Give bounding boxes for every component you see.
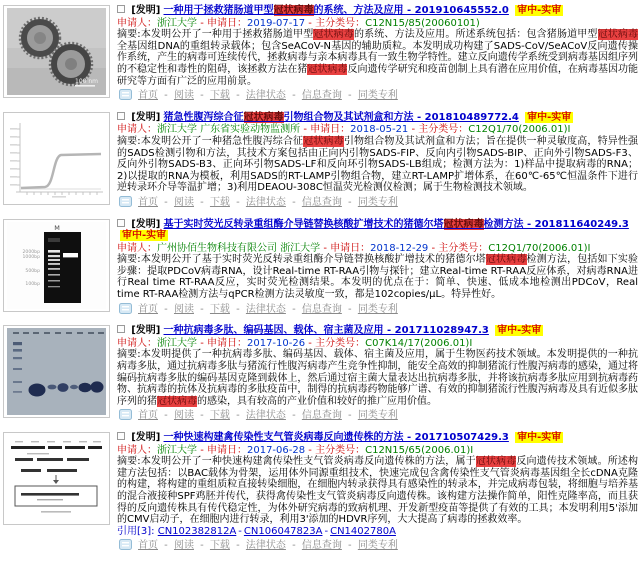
- app-date-label: 申请日：: [310, 124, 351, 136]
- patent-result-row: [3, 219, 638, 316]
- toolbar-separator: -: [344, 540, 355, 552]
- toolbar-separator: -: [288, 90, 299, 102]
- applicant-label: 申请人：: [117, 124, 157, 136]
- patent-content: [117, 5, 638, 102]
- toolbar-link-0[interactable]: 首页: [138, 303, 158, 315]
- toolbar-link-5[interactable]: 同类专利: [357, 303, 398, 315]
- status-badge: 审中-实审: [122, 230, 167, 242]
- toolbar-link-4[interactable]: 信息查询: [301, 410, 342, 422]
- patent-title-link[interactable]: 一种抗病毒多肽、编码基因、载体、宿主菌及应用 - 201711028947.3: [163, 325, 489, 337]
- toolbar-separator: -: [288, 196, 299, 208]
- keyword-highlight: 冠状病毒: [597, 29, 639, 41]
- toolbar-link-2[interactable]: 下载: [209, 90, 230, 102]
- patent-result-row: [3, 112, 638, 209]
- applicant-name: 浙江大学: [157, 444, 197, 456]
- meta-separator: -: [200, 17, 207, 29]
- toolbar-link-5[interactable]: 同类专利: [357, 90, 398, 102]
- patent-abstract: 摘要:本发明提供了一种抗病毒多肽、编码基因、载体、宿主菌及应用，属于生物医药技术领域。本发明提供的一种抗病毒多肽，通过抗病毒多肽与猪流行性腹泻病毒产生竞争性抑制，能安全高效的抑制猪流行性腹泻病毒的感染，通过将编码抗病毒多肽的编码基因克隆到载体上，然后通过宿主菌大量表达出抗病毒多肽，并将该抗病毒多肽应用到抗病毒药物、抗病毒的抗体及抗病毒的多肽疫苗中，制得的抗病毒药物能够广谱、有效的抑制猪流行性腹泻病毒及具有近似多肽序列的猪冠状病毒的感染，具有较高的产业价值和较好的推广应用价值。: [117, 349, 638, 407]
- toolbar-link-4[interactable]: 信息查询: [301, 90, 342, 102]
- result-checkbox[interactable]: [117, 432, 125, 440]
- result-toolbar: [117, 303, 638, 316]
- toolbar-separator: -: [196, 410, 207, 422]
- toolbar-separator: -: [161, 303, 171, 315]
- citation-link[interactable]: CN106047823A: [243, 525, 323, 537]
- applicant-label: 申请人：: [117, 242, 157, 254]
- toolbar-link-1[interactable]: 阅读: [173, 196, 194, 208]
- svg-text:100 nm: 100 nm: [75, 78, 99, 85]
- meta-separator: -: [308, 17, 316, 29]
- toolbar-separator: -: [196, 540, 207, 552]
- patent-content: [117, 219, 638, 316]
- toolbar-separator: -: [288, 410, 299, 422]
- applicant-name: 浙江大学: [157, 337, 197, 349]
- main-class-label: 主分类号：: [438, 242, 489, 254]
- applicant-label: 申请人：: [117, 444, 157, 456]
- result-checkbox[interactable]: [117, 5, 125, 13]
- patent-abstract: 摘要:本发明公开了基于实时荧光反转录重组酶介导链替换核酸扩增技术的猪德尔塔冠状病毒检测方法，包括如下实验步骤：提取PDCoV病毒RNA，设计Real-time RT-RAA引物与探针；建立Real-time RT-RAA反应体系，对病毒RNA进行Real time RT-RAA反应，实时荧光检测结果。本发明的优点在于：简单、快速、低成本地检测出PDCoV，Real time RT-RAA检测方法与qPCR检测方法灵敏度一致，都是102copies/μL。特异性好。: [117, 254, 639, 301]
- applicant-name: 浙江大学: [157, 17, 197, 29]
- keyword-highlight: 冠状病毒: [273, 5, 314, 16]
- svg-text:M: M: [54, 223, 60, 232]
- result-checkbox[interactable]: [117, 219, 125, 227]
- toolbar-link-1[interactable]: 阅读: [173, 303, 194, 315]
- electron-microscope-virus-photo: [7, 8, 106, 95]
- main-class-label: 主分类号：: [315, 444, 366, 456]
- collect-icon[interactable]: [119, 409, 132, 420]
- applicant-label: 申请人：: [117, 17, 157, 29]
- protein-gel-photo: [7, 328, 106, 415]
- patent-abstract: 摘要:本发明公开了一种快速构建禽传染性支气管炎病毒反向遗传株的方法，属于冠状病毒反向遗传技术领域。所述构建方法包括：以BAC载体为骨架，运用体外同源重组技术，快速完成包含禽传染性支气管炎病毒基因组全长cDNA克隆的构建，将构建的重组质粒直接转染细胞，在细胞内转录获得具有感染性的转录本，并完成病毒包装，将细胞与培养基的混合液接种SPF鸡胚并传代，获得禽传染性支气管炎病毒反向遗传株。该构建方法操作简单，阳性克隆率高，而且获得的反向遗传株具有传代稳定性，为体外研究病毒的致病机理、开发新型疫苗等提供了有效的工具；本发明利用5'添加的CMV启动子，在细胞内进行转录，利用3'添加的HDVR序列，大大提高了病毒的拯救效率。: [117, 456, 639, 526]
- application-date: 2018-12-29: [370, 242, 429, 254]
- patent-title-link[interactable]: 基于实时荧光反转录重组酶介导链替换核酸扩增技术的猪德尔塔冠状病毒检测方法 - 201811640249.3: [163, 218, 629, 230]
- patent-title-link[interactable]: 一种快速构建禽传染性支气管炎病毒反向遗传株的方法 - 201710507429.3: [163, 432, 509, 443]
- main-class-label: 主分类号：: [315, 17, 366, 29]
- svg-text:500bp: 500bp: [25, 268, 40, 274]
- title-line: [117, 112, 638, 124]
- toolbar-separator: -: [232, 196, 243, 208]
- toolbar-link-2[interactable]: 下载: [209, 303, 230, 315]
- title-line: [117, 219, 638, 242]
- toolbar-link-3[interactable]: 法律状态: [245, 196, 286, 208]
- meta-separator: -: [323, 242, 331, 254]
- patent-type-label: [发明]: [131, 325, 161, 337]
- application-date: 2017-10-26: [246, 337, 306, 349]
- patent-abstract: 摘要:本发明公开了一种猪急性腹泻综合征冠状病毒引物组合物及其试剂盒和方法；旨在提供一种灵敏度高，特异性强的SADS检测引物和方法，其技术方案包括由正向内引物SADS-FIP、反向内引物SADS-BIP、正向外引物SADS-F3、反向外引物SADS-B3、正向环引物SADS-LF和反向环引物SADS-LB组成；检测方法为：1)样品中提取病毒的RNA；2)以提取的RNA为模板，利用SADS的RT-LAMP引物组合物，建立RT-LAMP扩增体系，在60℃-65℃恒温条件下进行逆转录环介导等温扩增；3)利用DEAOU-308C恒温荧光检测仪检测；属于生物检测技术领域。: [117, 135, 639, 194]
- applicant-name: 浙江大学: [157, 124, 197, 136]
- toolbar-link-4[interactable]: 信息查询: [301, 196, 342, 208]
- toolbar-link-5[interactable]: 同类专利: [357, 540, 398, 552]
- patent-content: [117, 432, 638, 552]
- svg-text:2000bp: 2000bp: [22, 249, 40, 255]
- toolbar-link-5[interactable]: 同类专利: [357, 410, 398, 422]
- result-checkbox[interactable]: [117, 325, 125, 333]
- citation-link[interactable]: CN1402780A: [330, 525, 396, 537]
- dna-gel-electrophoresis-photo: [7, 222, 106, 309]
- title-line: [117, 432, 638, 444]
- result-toolbar: [117, 539, 638, 552]
- collect-icon[interactable]: [119, 196, 132, 207]
- result-toolbar: [117, 196, 638, 209]
- classification-code: C12N15/65(2006.01)I: [365, 444, 474, 456]
- title-line: [117, 325, 638, 337]
- patent-type-label: [发明]: [131, 111, 161, 123]
- keyword-highlight: 冠状病毒: [303, 135, 344, 147]
- keyword-highlight: 冠状病毒: [157, 395, 197, 407]
- patent-thumbnail[interactable]: [3, 112, 110, 205]
- keyword-highlight: 冠状病毒: [475, 456, 517, 468]
- citation-separator: -: [324, 525, 329, 537]
- classification-code: C07K14/17(2006.01)I: [365, 337, 473, 349]
- amplification-curve-chart: [7, 115, 106, 202]
- collect-icon[interactable]: [119, 89, 132, 100]
- toolbar-link-1[interactable]: 阅读: [173, 540, 194, 552]
- patent-result-row: [3, 432, 638, 552]
- applicant-name: 广东省实验动物监测所: [200, 124, 301, 136]
- main-class-label: 主分类号：: [315, 337, 366, 349]
- patent-thumbnail[interactable]: [3, 5, 110, 98]
- classification-code: C12Q1/70(2006.01)I: [468, 124, 571, 136]
- meta-separator: -: [200, 337, 207, 349]
- patent-title-link[interactable]: 一种用于拯救猪肠道甲型冠状病毒的系统、方法及应用 - 201910645552.0: [163, 5, 509, 16]
- toolbar-link-4[interactable]: 信息查询: [301, 540, 342, 552]
- citation-separator: -: [238, 525, 242, 537]
- applicant-name: 浙江大学: [280, 242, 321, 254]
- toolbar-link-3[interactable]: 法律状态: [245, 90, 286, 102]
- applicant-label: 申请人：: [117, 337, 157, 349]
- application-date: 2017-06-28: [246, 444, 306, 456]
- applicant-name: 广州协佰生物科技有限公司: [157, 242, 277, 254]
- patent-thumbnail[interactable]: [3, 432, 110, 525]
- toolbar-link-0[interactable]: 首页: [138, 410, 158, 422]
- keyword-highlight: 冠状病毒: [313, 29, 354, 41]
- status-badge: 审中-实审: [497, 325, 542, 337]
- meta-line: [117, 18, 638, 30]
- patent-type-label: [发明]: [131, 218, 161, 230]
- plasmid-construct-diagram: [7, 435, 106, 522]
- status-badge: 审中-实审: [517, 5, 562, 16]
- toolbar-separator: -: [232, 410, 243, 422]
- toolbar-link-2[interactable]: 下载: [209, 410, 230, 422]
- app-date-label: 申请日：: [206, 444, 247, 456]
- patent-type-label: [发明]: [131, 432, 161, 443]
- patent-thumbnail[interactable]: [3, 325, 110, 418]
- svg-text:1000bp: 1000bp: [22, 254, 40, 260]
- patent-abstract: 摘要:本发明公开了一种用于拯救猪肠道甲型冠状病毒的系统、方法及应用。所述系统包括：包含猪肠道甲型冠状病毒全基因组DNA的重组转录载体；包含SeACoV-N基因的辅助质粒。本发明成功构建了SADS-CoV/SeACoV反向遗传操作系统，产生的病毒可连续传代，拯救病毒与亲本病毒具有一致生物学特性。建立反向遗传学系统受到病毒基因组序列的不稳定性和毒性的阻碍，该拯救方法在猪冠状病毒反向遗传学研究和疫苗创制上具有潜在应用价值，在病毒基因功能研究等方面有广泛的应用前景。: [117, 29, 639, 87]
- patent-title-link[interactable]: 猪急性腹泻综合征冠状病毒引物组合物及其试剂盒和方法 - 201810489772.4: [163, 111, 519, 123]
- toolbar-link-4[interactable]: 信息查询: [301, 303, 342, 315]
- toolbar-link-3[interactable]: 法律状态: [245, 410, 286, 422]
- patent-thumbnail[interactable]: [3, 219, 110, 312]
- meta-line: [117, 338, 638, 350]
- status-badge: 审中-实审: [527, 111, 572, 123]
- patent-content: [117, 325, 638, 422]
- toolbar-separator: -: [288, 540, 299, 552]
- toolbar-link-3[interactable]: 法律状态: [245, 540, 286, 552]
- keyword-highlight: 冠状病毒: [485, 254, 527, 266]
- main-class-label: 主分类号：: [418, 124, 469, 136]
- app-date-label: 申请日：: [206, 337, 247, 349]
- collect-icon[interactable]: [119, 303, 132, 314]
- toolbar-link-0[interactable]: 首页: [138, 196, 158, 208]
- citations-label: 引用[3]:: [117, 525, 158, 537]
- toolbar-separator: -: [232, 540, 243, 552]
- classification-code: C12Q1/70(2006.01)I: [488, 242, 591, 254]
- application-date: 2018-05-21: [350, 124, 409, 136]
- keyword-highlight: 冠状病毒: [307, 63, 348, 75]
- meta-separator: -: [303, 124, 311, 136]
- toolbar-separator: -: [232, 90, 243, 102]
- toolbar-link-0[interactable]: 首页: [138, 540, 158, 552]
- toolbar-separator: -: [161, 196, 171, 208]
- meta-line: [117, 124, 638, 136]
- status-badge: 审中-实审: [517, 432, 562, 443]
- app-date-label: 申请日：: [206, 17, 247, 29]
- result-checkbox[interactable]: [117, 112, 125, 120]
- patent-type-label: [发明]: [131, 5, 161, 16]
- meta-line: [117, 243, 638, 255]
- toolbar-link-5[interactable]: 同类专利: [357, 196, 398, 208]
- keyword-highlight: 冠状病毒: [243, 111, 284, 123]
- patent-result-row: [3, 325, 638, 422]
- toolbar-separator: -: [344, 90, 355, 102]
- toolbar-separator: -: [344, 410, 355, 422]
- citation-link[interactable]: CN102382812A: [157, 525, 237, 537]
- application-date: 2019-07-17: [246, 17, 306, 29]
- svg-text:100bp: 100bp: [25, 281, 40, 287]
- title-line: [117, 5, 638, 17]
- toolbar-separator: -: [232, 303, 243, 315]
- toolbar-separator: -: [196, 196, 207, 208]
- toolbar-separator: -: [288, 303, 299, 315]
- toolbar-separator: -: [161, 540, 171, 552]
- toolbar-link-3[interactable]: 法律状态: [245, 303, 286, 315]
- toolbar-separator: -: [344, 303, 355, 315]
- citations-line: [117, 526, 638, 538]
- meta-separator: -: [308, 337, 316, 349]
- toolbar-separator: -: [196, 303, 207, 315]
- toolbar-link-2[interactable]: 下载: [209, 196, 230, 208]
- toolbar-separator: -: [196, 90, 207, 102]
- classification-code: C12N15/85(20060101): [365, 17, 480, 29]
- toolbar-separator: -: [344, 196, 355, 208]
- toolbar-link-1[interactable]: 阅读: [173, 90, 194, 102]
- meta-line: [117, 445, 638, 457]
- patent-result-row: [3, 5, 638, 102]
- keyword-highlight: 冠状病毒: [443, 218, 484, 230]
- meta-separator: -: [308, 444, 316, 456]
- toolbar-separator: -: [161, 410, 171, 422]
- collect-icon[interactable]: [119, 539, 132, 550]
- meta-separator: -: [431, 242, 439, 254]
- toolbar-link-2[interactable]: 下载: [209, 540, 230, 552]
- toolbar-link-1[interactable]: 阅读: [173, 410, 194, 422]
- toolbar-separator: -: [161, 90, 171, 102]
- app-date-label: 申请日：: [330, 242, 371, 254]
- result-toolbar: [117, 89, 638, 102]
- toolbar-link-0[interactable]: 首页: [138, 90, 158, 102]
- meta-separator: -: [200, 444, 207, 456]
- patent-content: [117, 112, 638, 209]
- meta-separator: -: [411, 124, 419, 136]
- result-toolbar: [117, 409, 638, 422]
